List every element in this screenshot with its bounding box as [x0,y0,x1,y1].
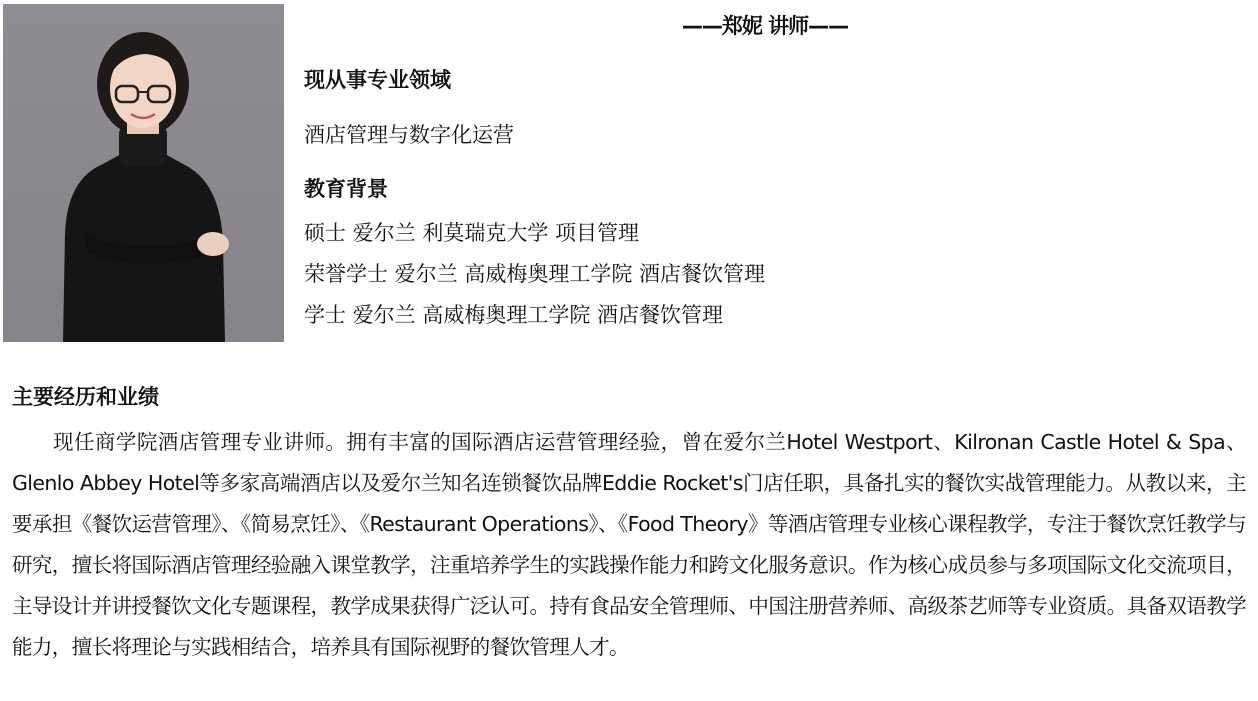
experience-heading: 主要经历和业绩 [12,385,159,409]
education-item: 硕士 爱尔兰 利莫瑞克大学 项目管理 [304,221,640,245]
education-heading: 教育背景 [304,177,388,201]
field-heading: 现从事专业领域 [304,68,451,92]
instructor-photo [3,4,284,342]
portrait-illustration [3,4,284,342]
instructor-name-title: ——郑妮 讲师—— [681,14,849,38]
experience-paragraph: 现任商学院酒店管理专业讲师。拥有丰富的国际酒店运营管理经验，曾在爱尔兰Hotel Westport、Kilronan Castle Hotel & Spa、Glenlo Abbey Hotel等多家高端酒店以及爱尔兰知名连锁餐饮品牌Eddie Rocket's门店任职，具备扎实的餐饮实战管理能力。从教以来，主要承担《餐饮运营管理》、《简易烹饪》、《Restaurant Operations》、《Food Theory》等酒店管理专业核心课程教学，专注于餐饮烹饪教学与研究，擅长将国际酒店管理经验融入课堂教学，注重培养学生的实践操作能力和跨文化服务意识。作为核心成员参与多项国际文化交流项目，主导设计并讲授餐饮文化专题课程，教学成果获得广泛认可。持有食品安全管理师、中国注册营养师、高级茶艺师等专业资质。具备双语教学能力，擅长将理论与实践相结合，培养具有国际视野的餐饮管理人才。 [12,430,1246,659]
education-item: 荣誉学士 爱尔兰 高威梅奥理工学院 酒店餐饮管理 [304,262,766,286]
field-value: 酒店管理与数字化运营 [304,123,514,147]
education-item: 学士 爱尔兰 高威梅奥理工学院 酒店餐饮管理 [304,303,724,327]
